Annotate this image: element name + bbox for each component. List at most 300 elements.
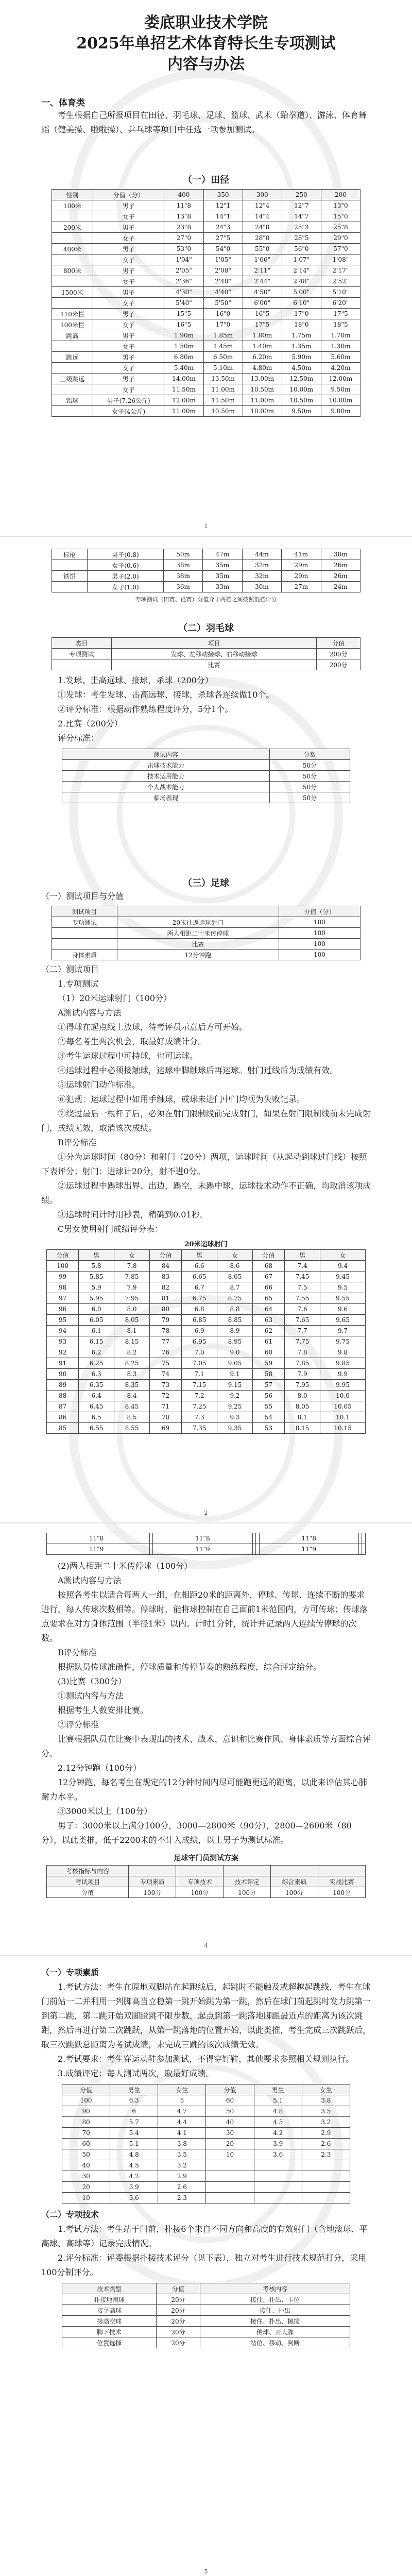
table-cell: 20分 xyxy=(157,2327,200,2337)
table-cell: 6.4 xyxy=(79,1391,114,1401)
table-cell: 6.95 xyxy=(182,1336,217,1347)
title-line-3: 内容与办法 xyxy=(167,55,245,73)
table-cell: 27m xyxy=(282,582,321,592)
table-cell: 10.15 xyxy=(320,1423,366,1434)
table-cell: 8.45 xyxy=(114,1401,150,1412)
table-cell: 1'07" xyxy=(282,255,321,265)
table-cell: 9.95 xyxy=(320,1380,366,1391)
table-cell: 100 xyxy=(279,950,360,960)
table-row xyxy=(52,939,360,950)
table-cell xyxy=(52,406,93,417)
table-cell: 3.9 xyxy=(254,2139,302,2149)
table-header-cell: 300 xyxy=(243,190,282,200)
table-cell: 2'40" xyxy=(203,276,243,287)
table-header-cell: 250 xyxy=(282,190,321,200)
table-row xyxy=(62,2095,350,2106)
badminton-section xyxy=(0,621,412,803)
table-cell: 6.05 xyxy=(79,1315,114,1326)
table-cell xyxy=(52,659,112,670)
table-cell: 14"1 xyxy=(203,211,243,222)
table-cell: 男子 xyxy=(93,330,164,341)
table-cell: 3.5 xyxy=(302,2106,350,2117)
text-line: 按照各考生以适合每两人一组，在相距20米的距离外，停球、传球、连续不断的要求进行，每人传球次数相等。停球时，能将球控制在自己面前1米范围内，方可传球；传球落点要求在对方身体范围（半径1米）以内。计时1分钟，统计并记录两人连续传停球的次数。 xyxy=(41,1590,368,1643)
table-row xyxy=(62,782,350,792)
table-cell: 72 xyxy=(149,1391,181,1401)
table-cell: 17"5 xyxy=(321,309,360,319)
table-cell xyxy=(206,2182,254,2193)
table-cell: 跳远 xyxy=(52,352,93,363)
table-cell: 两人相距二十米传停球 xyxy=(117,928,279,939)
intro-paragraph: 考生根据自己所报项目在田径、羽毛球、足球、篮球、武术（跆拳道）、游泳、体育舞蹈（健美操、啦啦操）、乒乓球等项目中任选一项参加测试。 xyxy=(41,110,367,134)
throwing-table xyxy=(52,549,360,592)
table-cell: 15"0 xyxy=(321,211,360,222)
table-cell: 女子 xyxy=(93,363,164,374)
table-cell: 12"4 xyxy=(243,200,282,211)
table-cell: 4'50" xyxy=(243,287,282,298)
table-header-cell: 女生 xyxy=(158,2084,206,2095)
table-row xyxy=(52,363,360,374)
table-cell: 脚下技术 xyxy=(62,2327,157,2337)
table-row xyxy=(47,1261,366,1272)
table-cell: 50 xyxy=(206,2106,254,2117)
table-cell: 4.4 xyxy=(158,2117,206,2128)
table-cell: 7.5 xyxy=(285,1282,320,1293)
table-cell: 12.00m xyxy=(164,395,203,406)
table-cell: 1'04" xyxy=(164,255,203,265)
table-cell: 62 xyxy=(252,1326,284,1336)
table-row xyxy=(47,1336,366,1347)
table-row xyxy=(52,200,360,211)
page-number: 1 xyxy=(204,523,208,530)
pass-test-text xyxy=(0,1555,412,1848)
table-cell: 14.00m xyxy=(164,374,203,384)
table-cell: 1'05" xyxy=(203,255,243,265)
table-cell: 70 xyxy=(62,2128,110,2139)
text-line: (2)两人相距二十米传停球（100分） xyxy=(58,1561,193,1571)
table-cell: 7.3 xyxy=(182,1412,217,1423)
table-cell: 6.20m xyxy=(243,352,282,363)
table-header-cell xyxy=(176,1866,224,1876)
table-cell: 2'11" xyxy=(243,265,282,276)
table-cell: 20 xyxy=(206,2139,254,2149)
table-header-row xyxy=(52,638,360,649)
table-row xyxy=(62,2337,350,2348)
table-cell: 60 xyxy=(252,1347,284,1358)
table-header-cell: 400 xyxy=(164,190,203,200)
table-cell: 14"4 xyxy=(243,211,282,222)
table-cell: 80 xyxy=(149,1304,181,1315)
table-cell: 女子 xyxy=(93,341,164,352)
table-cell: 9.2 xyxy=(217,1391,253,1401)
table-cell: 专项测试 xyxy=(52,917,117,928)
table-cell: 100 xyxy=(279,928,360,939)
table-cell: 身体素质 xyxy=(52,950,117,960)
table-cell: 7.9 xyxy=(285,1369,320,1380)
table-cell: 6.85 xyxy=(182,1315,217,1326)
table-cell: 63 xyxy=(252,1315,284,1326)
table-cell: 女子 xyxy=(93,298,164,309)
table-cell: 18"0 xyxy=(282,319,321,330)
table-row xyxy=(62,771,350,782)
table-cell: 8.0 xyxy=(114,1304,150,1315)
table-cell: 16"5 xyxy=(164,319,203,330)
text-line: 2.12分钟跑（100分） xyxy=(58,1763,142,1773)
table-header-cell: 分值 xyxy=(317,638,360,649)
table-cell: 女子 xyxy=(93,211,164,222)
badminton-score-table xyxy=(62,749,350,803)
throwing-section xyxy=(0,549,412,609)
table-header-cell: 350 xyxy=(203,190,243,200)
table-header-cell: 专项技术 xyxy=(176,1876,224,1887)
table-cell: 11"8 xyxy=(47,1533,146,1544)
table-row xyxy=(62,2160,350,2171)
text-line: ③3000米以上（100分） xyxy=(58,1806,152,1816)
table-cell: 40 xyxy=(206,2117,254,2128)
table-cell: 29m xyxy=(282,571,321,582)
table-cell: 接住、扑出、卡位 xyxy=(200,2294,350,2305)
table-cell: 7.05 xyxy=(182,1358,217,1369)
table-cell xyxy=(206,2171,254,2182)
table-cell: 76 xyxy=(149,1347,181,1358)
table-cell: 9.75 xyxy=(320,1336,366,1347)
table-cell: 9.4 xyxy=(320,1261,366,1272)
table-cell: 9.8 xyxy=(320,1347,366,1358)
table-cell: 100分 xyxy=(224,1887,271,1898)
table-row xyxy=(47,1533,366,1544)
table-cell: 65 xyxy=(252,1293,284,1304)
table-cell: 94 xyxy=(47,1326,79,1336)
table-cell xyxy=(254,2171,302,2182)
table-cell: 88 xyxy=(47,1391,79,1401)
table-cell: 5.8 xyxy=(79,1261,114,1272)
table-cell: 女子 xyxy=(93,276,164,287)
table-cell: 7.2 xyxy=(182,1391,217,1401)
table-cell: 6.8 xyxy=(182,1304,217,1315)
table-cell: 7.25 xyxy=(182,1401,217,1412)
table-cell: 68 xyxy=(252,1261,284,1272)
table-header-cell: 分数 xyxy=(269,749,350,760)
table-row xyxy=(47,1544,366,1555)
table-header-row xyxy=(52,190,360,200)
table-cell: 100米栏 xyxy=(52,319,93,330)
table-cell: 11"9 xyxy=(259,1544,358,1555)
table-cell: 2'05" xyxy=(164,265,203,276)
table-cell: 1.45m xyxy=(203,341,243,352)
text-line: （1）20米运球射门（100分） xyxy=(58,993,172,1003)
table-header-row xyxy=(47,1866,366,1876)
table-cell: 8.9 xyxy=(217,1326,253,1336)
text-line: C男女使用射门成绩评分表： xyxy=(58,1224,163,1234)
table-cell: 位置选择 xyxy=(62,2337,157,2348)
table-cell: 200米 xyxy=(52,222,93,233)
table-cell: 9.05 xyxy=(217,1358,253,1369)
table-cell: 57 xyxy=(252,1380,284,1391)
text-line: 12分钟跑，每名考生在规定的12分钟时间内尽可能跑更远的距离，以此来评估其心肺耐力水平。 xyxy=(41,1777,367,1802)
table-cell: 85 xyxy=(47,1423,79,1434)
table-cell: 9.55 xyxy=(320,1293,366,1304)
page-number: 2 xyxy=(204,1510,208,1516)
table-cell xyxy=(302,2193,350,2204)
table-row xyxy=(62,2316,350,2327)
table-cell: 57"0 xyxy=(321,244,360,255)
table-cell: 6'20" xyxy=(321,298,360,309)
table-cell: 82 xyxy=(149,1282,181,1293)
table-cell: 三级跳远 xyxy=(52,374,93,384)
football-section-2 xyxy=(0,1533,412,1898)
table-cell: 女子 xyxy=(93,255,164,265)
section-title: 一、体育类 xyxy=(41,98,85,108)
table-cell: 32m xyxy=(242,571,281,582)
table-cell: 100 xyxy=(279,939,360,950)
table-cell: 100分 xyxy=(318,1887,366,1898)
table-cell: 92 xyxy=(47,1347,79,1358)
athletics-table xyxy=(52,189,360,417)
table-header-cell xyxy=(224,1866,271,1876)
table-cell: 17"0 xyxy=(282,309,321,319)
table-cell xyxy=(52,255,93,265)
table-cell: 100分 xyxy=(271,1887,318,1898)
table-cell: 男子 xyxy=(93,287,164,298)
table-cell: 20 xyxy=(62,2182,110,2193)
football-subtitle-1: （一）测试项目与分值 xyxy=(41,891,124,901)
table-header-cell: 分值 xyxy=(252,1250,284,1261)
table-cell: 16"5 xyxy=(243,309,282,319)
table-cell: 2.3 xyxy=(302,2149,350,2160)
table-cell: 56"0 xyxy=(282,244,321,255)
table-header-cell: 分值 xyxy=(149,1250,181,1261)
table-cell: 26m xyxy=(321,560,360,571)
table-cell: 71 xyxy=(149,1401,181,1412)
table-cell: 6.75 xyxy=(182,1293,217,1304)
table-cell: 站位、移动、判断 xyxy=(200,2337,350,2348)
table-cell: 5.10m xyxy=(203,363,243,374)
table-cell: 10.00m xyxy=(321,395,360,406)
table-cell: 男子(0.8) xyxy=(88,549,164,560)
table-cell: 53"0 xyxy=(164,244,203,255)
table-header-cell: 技术类型 xyxy=(62,2283,157,2294)
table-cell: 6.5 xyxy=(79,1412,114,1423)
table-cell: 男子(2.0) xyxy=(88,571,164,582)
table-cell: 女子(1.0) xyxy=(88,582,164,592)
table-cell: 男子 xyxy=(93,244,164,255)
table-row xyxy=(52,211,360,222)
table-row xyxy=(52,222,360,233)
table-cell: 70 xyxy=(149,1412,181,1423)
table-row xyxy=(62,2182,350,2193)
table-cell: 8.25 xyxy=(114,1358,150,1369)
table-cell: 8.05 xyxy=(285,1401,320,1412)
table-cell: 50分 xyxy=(269,760,350,771)
table-header-cell: 分值 xyxy=(62,2084,110,2095)
dribble-table-title: 20米运球射门 xyxy=(184,1241,228,1248)
table-row xyxy=(52,341,360,352)
text-line: A测试内容与方法 xyxy=(58,1008,122,1018)
table-cell: 5.7 xyxy=(110,2117,158,2128)
table-cell: 11.00m xyxy=(164,406,203,417)
table-cell: 接住、扑出 xyxy=(200,2305,350,2316)
table-cell: 55 xyxy=(252,1401,284,1412)
table-cell: 8.95 xyxy=(217,1336,253,1347)
table-cell xyxy=(52,363,93,374)
table-cell: 5'10" xyxy=(321,287,360,298)
table-cell: 4.2 xyxy=(110,2171,158,2182)
text-line: ①测试内容与方法 xyxy=(58,1691,124,1701)
table-cell: 5.1 xyxy=(110,2139,158,2149)
table-cell: 传球、开大脚 xyxy=(200,2327,350,2337)
table-header-cell: 分值（分） xyxy=(279,906,360,917)
table-cell: 6.45 xyxy=(79,1401,114,1412)
table-cell: 8.2 xyxy=(114,1347,150,1358)
table-cell: 6.15 xyxy=(79,1336,114,1347)
table-cell: 6'00" xyxy=(243,298,282,309)
table-row xyxy=(47,1282,366,1293)
table-cell: 3.5 xyxy=(158,2149,206,2160)
jump-score-table xyxy=(62,2084,350,2204)
table-cell: 4'40" xyxy=(203,287,243,298)
table-cell: 200分 xyxy=(317,649,360,659)
table-cell: 5.9 xyxy=(79,1282,114,1293)
table-cell: 12分钟跑 xyxy=(117,950,279,960)
table-cell: 5'00" xyxy=(282,287,321,298)
table-cell: 8.65 xyxy=(217,1272,253,1282)
table-header-cell: 女生 xyxy=(302,2084,350,2095)
special-quality-text xyxy=(0,1980,412,2081)
table-cell: 男子 xyxy=(93,200,164,211)
skill-score-table xyxy=(62,2283,350,2348)
table-cell: 4.50m xyxy=(282,363,321,374)
football-subtitle-2: （二）测试项目 xyxy=(41,964,99,974)
table-cell xyxy=(52,582,88,592)
table-cell: 13.00m xyxy=(243,374,282,384)
page-number: 5 xyxy=(204,2568,208,2575)
table-cell: 9.7 xyxy=(320,1326,366,1336)
table-cell: 接住、扑出、抛接 xyxy=(200,2316,350,2327)
table-cell: 2'52" xyxy=(321,276,360,287)
table-header-row xyxy=(62,2084,350,2095)
table-row xyxy=(62,2139,350,2149)
table-cell: 8.1 xyxy=(114,1326,150,1336)
table-cell: 12"7 xyxy=(282,200,321,211)
text-line: ③运球时间计时用秒表，精确到0.01秒。 xyxy=(58,1210,208,1219)
table-cell: 38m xyxy=(163,560,202,571)
table-row xyxy=(47,1326,366,1336)
table-cell: 4.8 xyxy=(110,2149,158,2160)
table-cell: 2'14" xyxy=(282,265,321,276)
table-cell xyxy=(362,1544,366,1555)
table-header-row xyxy=(47,1876,366,1887)
text-line: ⑤运球射门动作标准。 xyxy=(58,1080,141,1090)
table-row xyxy=(52,276,360,287)
table-row xyxy=(52,309,360,319)
table-cell: 38m xyxy=(163,571,202,582)
table-row xyxy=(47,1380,366,1391)
football-title: （三）足球 xyxy=(183,878,229,889)
table-cell: 4.20m xyxy=(321,363,360,374)
table-cell: 9.15 xyxy=(217,1380,253,1391)
table-cell: 6.6 xyxy=(182,1261,217,1272)
table-cell: 5.60m xyxy=(321,352,360,363)
table-cell: 标枪 xyxy=(52,549,88,560)
table-row xyxy=(62,760,350,771)
table-cell: 54"0 xyxy=(203,244,243,255)
table-cell: 5.1 xyxy=(254,2095,302,2106)
table-header-cell: 女 xyxy=(320,1250,366,1261)
table-row xyxy=(47,1272,366,1282)
athletics-section xyxy=(0,173,412,417)
table-cell: 11"8 xyxy=(153,1533,252,1544)
table-row xyxy=(47,1391,366,1401)
table-cell: 铁饼 xyxy=(52,571,88,582)
table-row xyxy=(47,1369,366,1380)
table-cell xyxy=(52,233,93,244)
table-cell: 2.9 xyxy=(302,2128,350,2139)
table-cell: 击球技术能力 xyxy=(62,760,270,771)
table-header-cell: 项目 xyxy=(111,638,317,649)
text-line: ①分为运球时间（80分）和射门（20分）两项，运球时间（从起动到球过门线）按照下表评分；射门：进球计20分，射不进0分。 xyxy=(41,1152,367,1176)
table-cell: 8.4 xyxy=(114,1391,150,1401)
table-cell: 30 xyxy=(206,2128,254,2139)
table-cell: 12.00m xyxy=(321,374,360,384)
table-header-cell: 性别 xyxy=(52,190,93,200)
table-cell: 200分 xyxy=(317,659,360,670)
table-cell: 9.1 xyxy=(217,1369,253,1380)
table-cell: 1.50m xyxy=(164,341,203,352)
table-cell: 6.50m xyxy=(203,352,243,363)
table-cell: 78 xyxy=(149,1326,181,1336)
table-cell: 4.7 xyxy=(158,2106,206,2117)
table-cell: 75 xyxy=(149,1358,181,1369)
table-row xyxy=(62,2149,350,2160)
table-cell: 11"8 xyxy=(164,200,203,211)
table-row xyxy=(47,1304,366,1315)
table-cell: 1.90m xyxy=(164,330,203,341)
table-cell: 59 xyxy=(252,1358,284,1369)
table-cell: 100 xyxy=(279,917,360,928)
table-header-cell: 女 xyxy=(217,1250,253,1261)
table-cell: 3.6 xyxy=(110,2193,158,2204)
table-row xyxy=(52,233,360,244)
table-cell: 3.8 xyxy=(302,2095,350,2106)
text-line: 1.专项测试 xyxy=(58,979,99,989)
table-cell: 1.75m xyxy=(282,330,321,341)
table-cell: 7.95 xyxy=(285,1380,320,1391)
table-row xyxy=(62,2193,350,2204)
table-row xyxy=(62,2305,350,2316)
table-cell: 7.35 xyxy=(182,1423,217,1434)
table-cell: 1'08" xyxy=(321,255,360,265)
table-header-cell: 实战比赛 xyxy=(318,1876,366,1887)
table-header-cell: 考核指标与内容 xyxy=(47,1866,129,1876)
athletics-title: （一）田径 xyxy=(183,175,229,185)
table-row xyxy=(62,2128,350,2139)
table-cell: 100分 xyxy=(176,1887,224,1898)
table-cell: 7.8 xyxy=(285,1347,320,1358)
text-line: 根据考生人数安排比赛。 xyxy=(58,1705,149,1715)
table-header-cell: 类目 xyxy=(52,638,112,649)
table-cell: 6.25 xyxy=(79,1358,114,1369)
dribble-score-table-continued xyxy=(46,1533,366,1555)
table-cell xyxy=(254,2193,302,2204)
text-line: ②每名考生两次机会，取最好成绩计分。 xyxy=(58,1037,207,1046)
table-cell: 15"5 xyxy=(164,309,203,319)
table-cell: 8.8 xyxy=(217,1304,253,1315)
table-cell: 5.95 xyxy=(79,1293,114,1304)
table-cell: 20米往返运球射门 xyxy=(117,917,279,928)
table-cell: 10.50m xyxy=(203,406,243,417)
goalkeeper-section xyxy=(0,1965,412,2348)
table-cell: 2.6 xyxy=(302,2139,350,2149)
table-cell: 2'36" xyxy=(164,276,203,287)
